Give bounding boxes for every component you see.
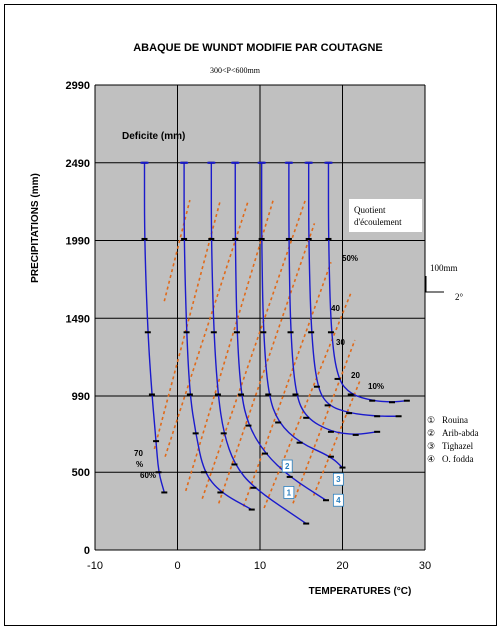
legend-symbol-4: ④ (427, 454, 436, 464)
quotient-label-line1: Quotient (354, 205, 386, 215)
deficit-marker (286, 238, 292, 240)
y-tick-label: 1490 (65, 313, 90, 326)
deficit-marker (259, 238, 265, 240)
deficit-marker (328, 331, 334, 333)
x-tick-label: 10 (253, 560, 267, 572)
deficit-marker (314, 386, 320, 388)
x-tick-label: 20 (336, 560, 349, 572)
legend-item-3: Tighazel (442, 441, 474, 451)
deficit-marker (208, 238, 214, 240)
deficit-marker (161, 491, 167, 493)
deficit-marker (184, 331, 190, 333)
deficit-marker (187, 393, 193, 395)
percent-label-10: 10% (368, 382, 385, 391)
percent-label-60: 60% (140, 471, 157, 480)
deficit-marker (260, 331, 266, 333)
legend-symbol-1: ① (427, 415, 436, 425)
deficit-marker (193, 432, 199, 434)
deficit-marker (297, 442, 303, 444)
deficit-marker (328, 456, 334, 458)
legend-symbol-3: ③ (427, 441, 436, 451)
percent-label-70: 70 (134, 449, 143, 458)
deficit-marker (149, 393, 155, 395)
station-marker (282, 460, 292, 472)
x-tick-label: 0 (174, 560, 181, 572)
deficit-marker (245, 425, 251, 427)
deficit-marker (215, 393, 221, 395)
deficit-marker (181, 238, 187, 240)
deficit-marker (221, 432, 227, 434)
deficit-marker (288, 331, 294, 333)
deficit-marker (306, 238, 312, 240)
y-tick-label: 0 (83, 545, 90, 557)
station-marker (333, 473, 343, 485)
percent-label-20: 20 (351, 371, 360, 380)
deficit-marker (211, 331, 217, 333)
deficit-marker (353, 434, 359, 436)
station-marker-label: 2 (284, 462, 290, 472)
y-tick-label: 2990 (65, 80, 90, 92)
chart-subtitle: 300<P<600mm (210, 66, 260, 75)
deficit-marker (201, 471, 207, 473)
station-marker-label: 3 (336, 475, 341, 485)
percent-label-70-sign: % (136, 460, 144, 469)
deficit-top-cap (285, 162, 293, 164)
deficit-marker (303, 523, 309, 525)
deficit-top-cap (207, 162, 215, 164)
deficit-marker (234, 331, 240, 333)
scale-sub: 2° (455, 292, 464, 302)
deficit-marker (238, 393, 244, 395)
station-marker-label: 4 (336, 496, 341, 506)
percent-label-50: 50% (342, 254, 359, 263)
y-tick-label: 500 (71, 467, 90, 480)
deficit-marker (287, 476, 293, 478)
deficit-marker (249, 509, 255, 511)
y-tick-label: 1990 (65, 235, 90, 248)
deficit-marker (232, 238, 238, 240)
deficit-marker (308, 331, 314, 333)
legend-item-1: Rouina (442, 415, 468, 425)
deficit-top-cap (258, 162, 266, 164)
chart-title: ABAQUE DE WUNDT MODIFIE PAR COUTAGNE (133, 42, 383, 54)
deficit-top-cap (180, 162, 188, 164)
percent-label-40: 40 (331, 304, 340, 313)
station-marker-label: 1 (286, 488, 292, 498)
deficit-marker (250, 487, 256, 489)
deficit-marker (265, 393, 271, 395)
deficit-marker (325, 404, 331, 406)
deficit-marker (328, 431, 334, 433)
deficit-label: Deficite (mm) (122, 131, 186, 142)
deficit-marker (145, 331, 151, 333)
station-marker (284, 486, 294, 498)
deficit-marker (217, 491, 223, 493)
y-tick-label: 990 (71, 391, 90, 404)
scale-glyph (426, 276, 444, 292)
deficit-marker (396, 415, 402, 417)
legend-item-4: O. fodda (442, 454, 474, 464)
legend-item-2: Arib-abda (442, 428, 479, 438)
legend (427, 415, 478, 464)
deficit-marker (335, 378, 341, 380)
x-tick-label: -10 (87, 560, 103, 572)
deficit-marker (153, 440, 159, 442)
deficit-marker (262, 453, 268, 455)
deficit-top-cap (231, 162, 239, 164)
deficit-top-cap (141, 162, 149, 164)
scale-label: 100mm (430, 263, 458, 273)
deficit-marker (340, 467, 346, 469)
percent-label-30: 30 (336, 338, 345, 347)
deficit-marker (303, 417, 309, 419)
deficit-marker (292, 393, 298, 395)
deficit-marker (404, 400, 410, 402)
x-tick-label: 30 (418, 560, 432, 572)
deficit-marker (346, 412, 352, 414)
quotient-label-line2: d'écoulement (354, 217, 402, 227)
x-axis-label: TEMPERATURES (°C) (308, 586, 412, 597)
y-axis-label: PRECIPITATIONS (mm) (30, 173, 41, 283)
y-tick-label: 2490 (65, 157, 90, 170)
deficit-top-cap (324, 162, 332, 164)
deficit-marker (275, 421, 281, 423)
deficit-marker (323, 499, 329, 501)
deficit-top-cap (305, 162, 313, 164)
deficit-marker (231, 463, 237, 465)
deficit-marker (374, 415, 380, 417)
station-marker (333, 494, 343, 506)
legend-symbol-2: ② (427, 428, 436, 438)
deficit-marker (348, 393, 354, 395)
deficit-marker (374, 431, 380, 433)
deficit-marker (325, 238, 331, 240)
deficit-marker (142, 238, 148, 240)
deficit-marker (389, 401, 395, 403)
deficit-marker (156, 471, 162, 473)
quotient-box (349, 199, 422, 232)
deficit-marker (369, 400, 375, 402)
